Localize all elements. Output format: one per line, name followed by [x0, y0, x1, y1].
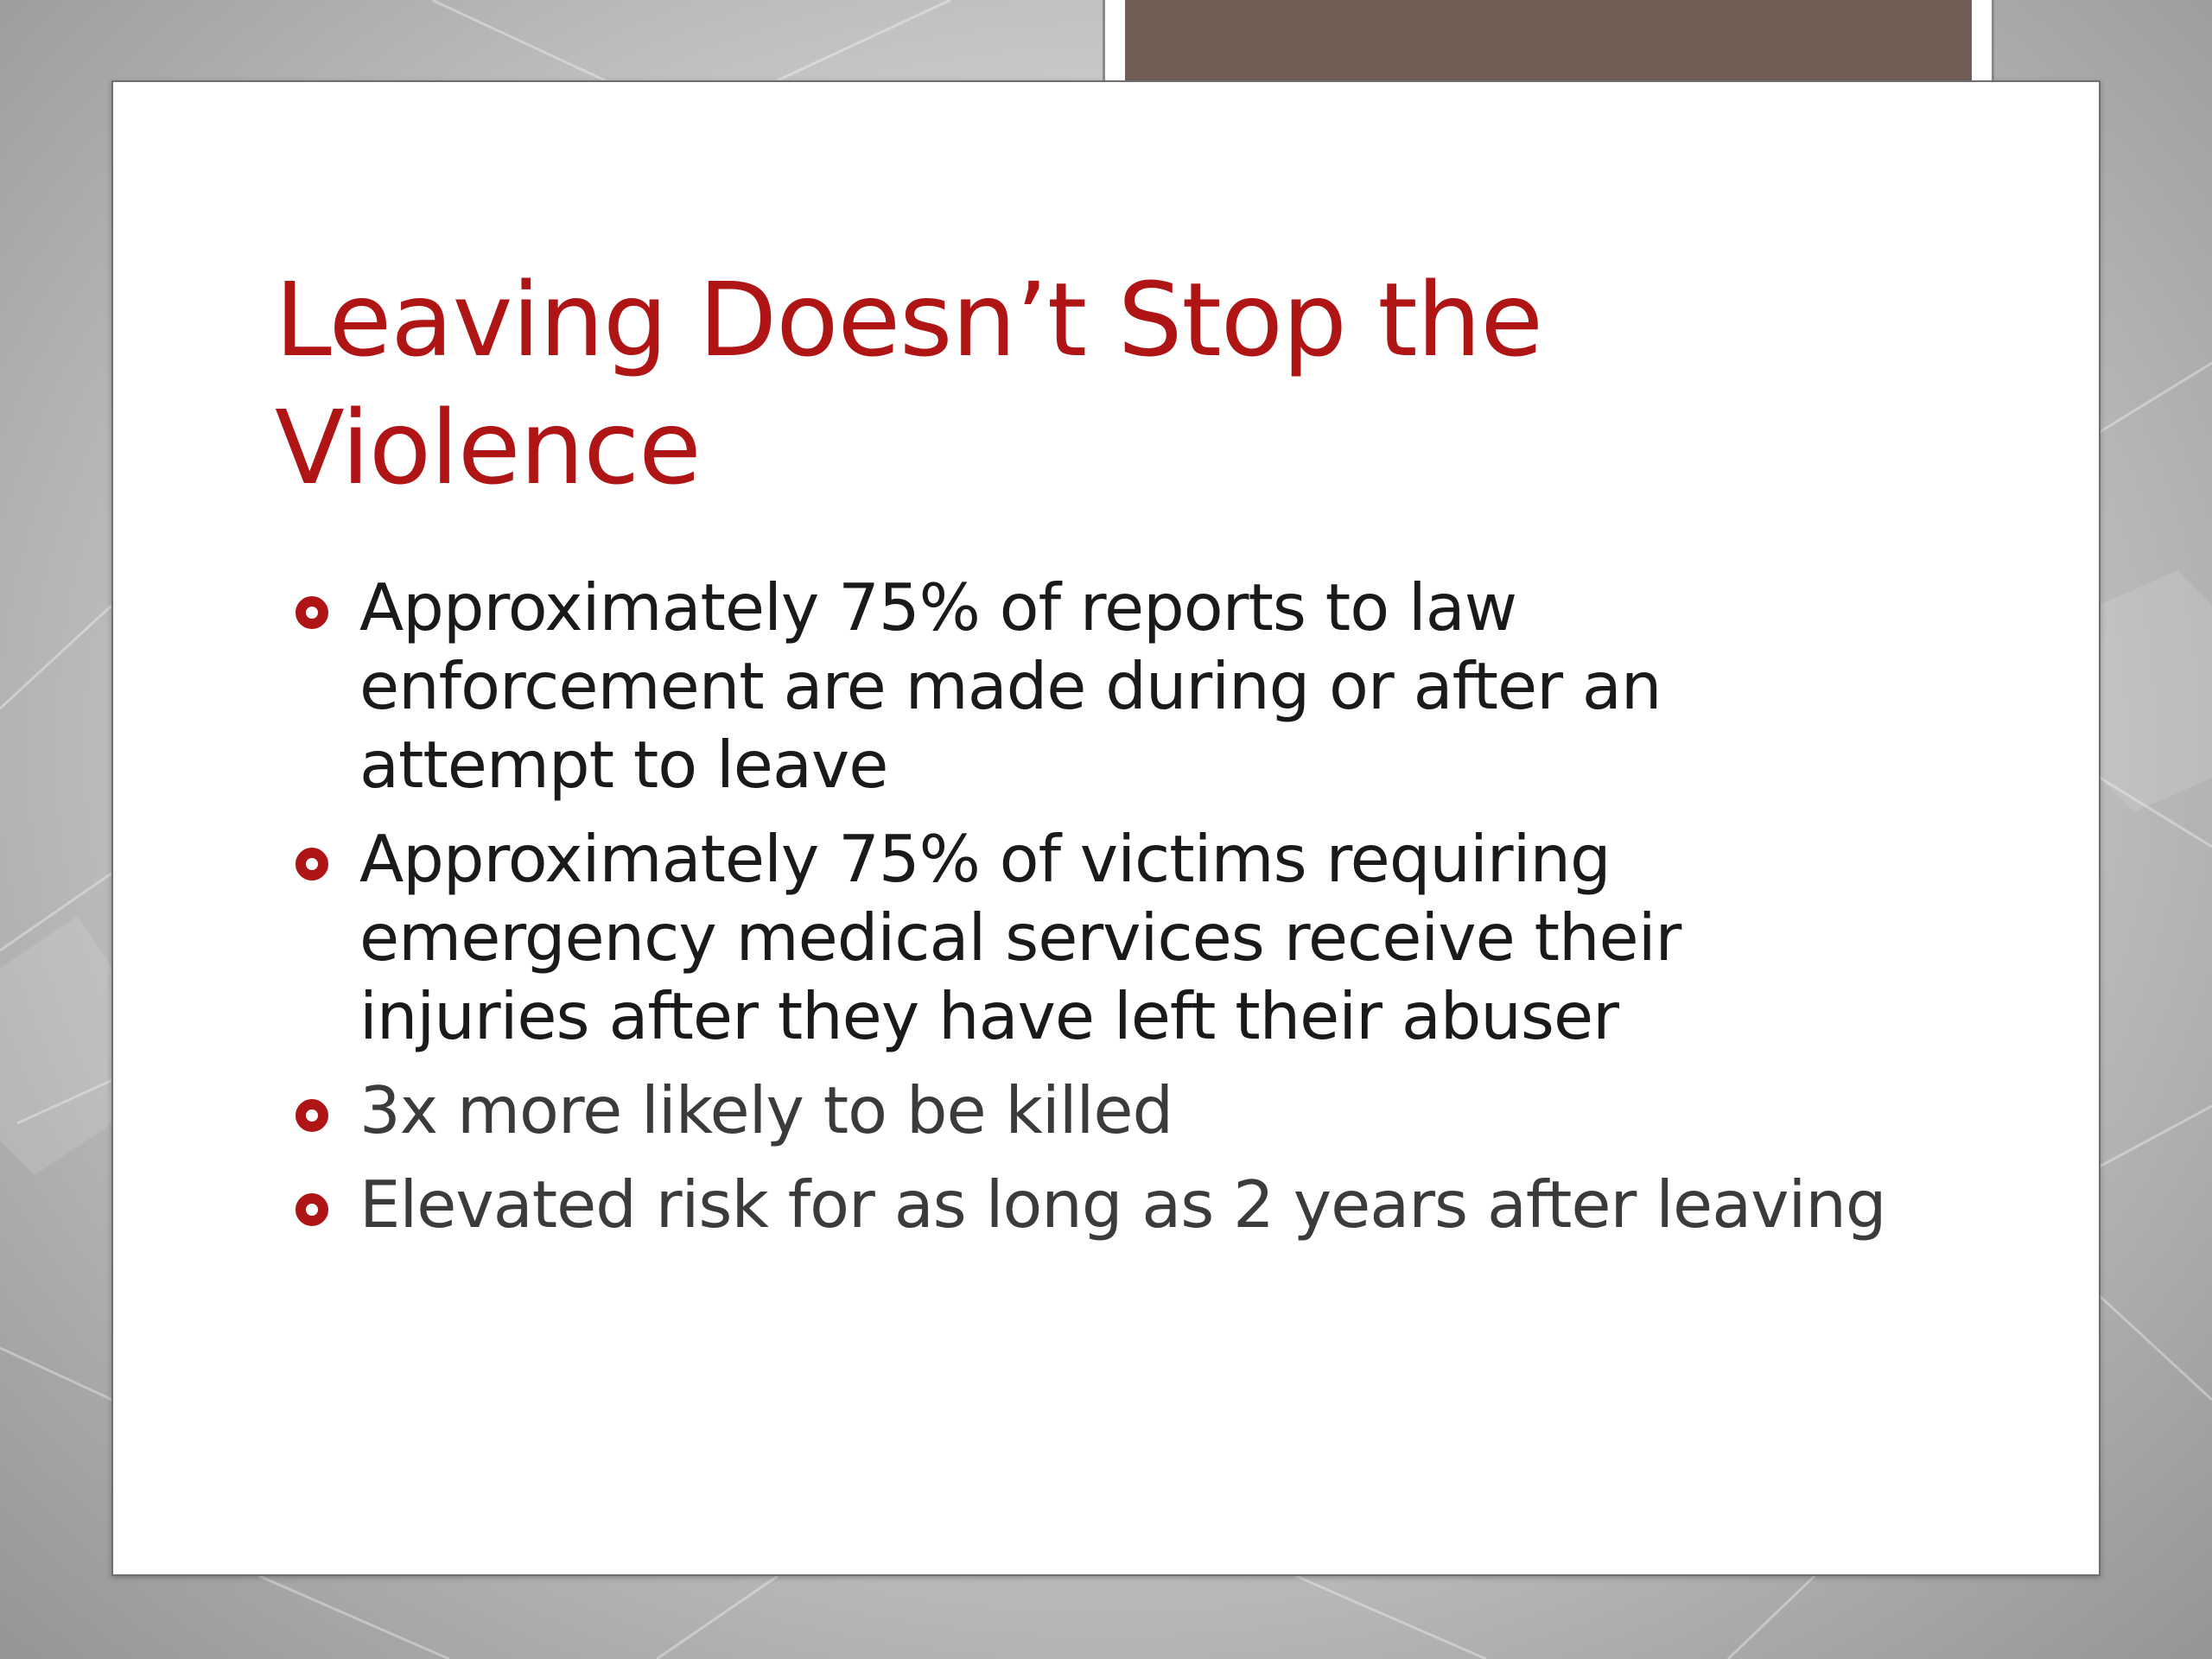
bullet-item	[285, 1071, 1927, 1150]
bullet-text: Approximately 75% of victims requiring emergency medical services receive their injuries after they have left their abuser	[359, 821, 1681, 1054]
bullet-item	[285, 569, 1927, 804]
bullet-text: Approximately 75% of reports to law enforcement are made during or after an attempt to leave	[359, 569, 1662, 803]
hollow-circle-bullet-icon	[296, 1193, 328, 1226]
hollow-circle-bullet-icon	[296, 848, 328, 880]
bullet-list	[285, 569, 1927, 1260]
bullet-item	[285, 820, 1927, 1056]
bullet-text: 3x more likely to be killed	[359, 1072, 1173, 1148]
hollow-circle-bullet-icon	[296, 596, 328, 629]
slide-title: Leaving Doesn’t Stop the Violence	[275, 260, 1543, 507]
hollow-circle-bullet-icon	[296, 1099, 328, 1132]
bullet-item	[285, 1166, 1927, 1244]
bullet-text: Elevated risk for as long as 2 years after leaving	[359, 1166, 1886, 1243]
